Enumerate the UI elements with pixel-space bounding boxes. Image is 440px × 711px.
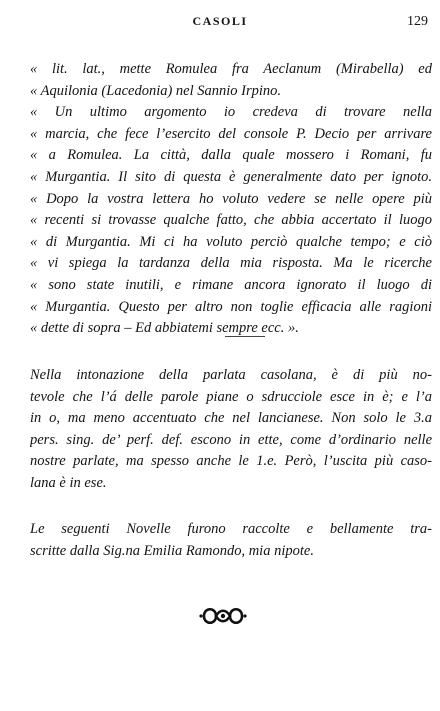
quote-line: « recenti si trovasse qualche fatto, che abbia accertato il luogo: [30, 212, 432, 229]
paragraph-intonation: [30, 365, 432, 495]
quote-line: « Un ultimo argomento io credeva di trovare nella: [30, 104, 432, 121]
quote-line: « Murgantia. Il sito di questa è generalmente dato per ignoto.: [30, 168, 432, 185]
fleuron-ornament-icon: [198, 603, 248, 629]
page-number: 129: [407, 14, 428, 29]
text-line: nostre parlate, ma spesso anche le 1.e. Però, l’uscita più caso-: [30, 453, 432, 470]
text-line: lana è in ese.: [30, 474, 107, 491]
quote-line: « a Romulea. La città, dalla quale mossero i Romani, fu: [30, 147, 432, 164]
text-line: Nella intonazione della parlata casolana, è di più no-: [30, 367, 432, 383]
quote-line: « sono state inutili, e rimane ancora ignorato il luogo di: [30, 276, 432, 293]
quote-line: « dette di sopra – Ed abbiatemi sempre ecc. ».: [30, 320, 299, 337]
quote-line: « di Murgantia. Mi ci ha voluto perciò qualche tempo; e ciò: [30, 233, 432, 250]
quote-line: « Aquilonia (Lacedonia) nel Sannio Irpino.: [30, 82, 282, 99]
quote-line: « vi spiega la tardanza della mia risposta. Ma le ricerche: [30, 255, 432, 272]
text-line: scritte dalla Sig.na Emilia Ramondo, mia nipote.: [30, 542, 314, 559]
text-line: in o, ma meno accentuato che nel lancianese. Non solo le 3.a: [30, 410, 432, 427]
running-title: CASOLI: [192, 14, 248, 28]
text-line: pers. sing. de’ perf. def. escono in ette, come d’ordinario nelle: [30, 431, 432, 448]
quoted-letter: [30, 59, 432, 340]
text-line: Le seguenti Novelle furono raccolte e bellamente tra-: [30, 521, 432, 537]
quote-line: « Murgantia. Questo per altro non toglie efficacia alle ragioni: [30, 298, 432, 315]
text-line: tevole che l’á delle parole piane o sdrucciole esce in è; e l’a: [30, 388, 432, 405]
paragraph-novelle: [30, 519, 432, 562]
quote-line: « lit. lat., mette Romulea fra Aeclanum (Mirabella) ed: [30, 61, 432, 77]
quote-line: « marcia, che fece l’esercito del console P. Decio per arrivare: [30, 125, 432, 142]
section-divider: [225, 336, 265, 337]
page-header: [0, 14, 440, 34]
quote-line: « Dopo la vostra lettera ho voluto vedere se nelle opere più: [30, 190, 432, 207]
